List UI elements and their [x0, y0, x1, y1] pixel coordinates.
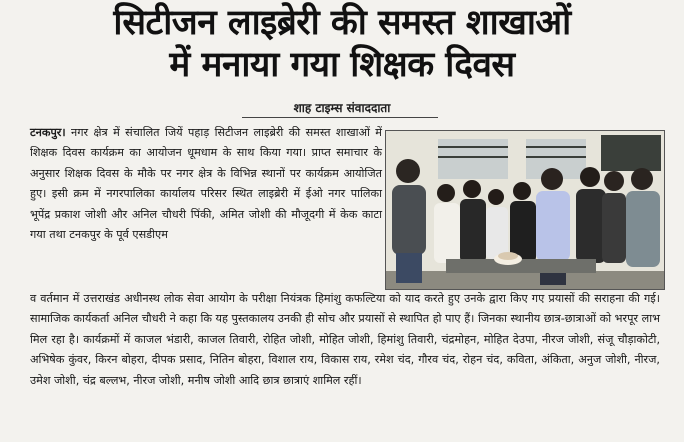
news-photo: [385, 130, 665, 290]
headline: [0, 2, 684, 86]
byline: शाह टाइम्स संवाददाता: [293, 101, 391, 115]
headline-line-2: में मनाया गया शिक्षक दिवस: [169, 45, 515, 85]
body-text-top: नगर क्षेत्र में संचालित जियें पहाड़ सिटीजन लाइब्रेरी की समस्त शाखाओं में शिक्षक दिवस कार्यक्रम का आयोजन धूमधाम के साथ किया गया। प्राप्त समाचार के अनुसार शिक्षक दिवस के मौके पर नगर क्षेत्र के विभिन्न स्थानों पर कार्यक्रम आयोजित हुए। इसी क्रम में नगरपालिका कार्यालय परिसर स्थित लाइब्रेरी में ईओ नगर पालिका भूपेंद्र प्रकाश जोशी और अनिल चौधरी पिंकी, अमित जोशी की मौजूदगी में केक काटा गया तथा टनकपुर के पूर्व एसडीएम: [30, 126, 382, 242]
article-body-top: [30, 123, 382, 245]
article-body-bottom: व वर्तमान में उत्तराखंड अधीनस्थ लोक सेवा आयोग के परीक्षा नियंत्रक हिमांशु कफल्टिया को याद करते हुए उनके द्वारा किए गए प्रयासों की सराहना की गई। सामाजिक कार्यकर्ता अनिल चौधरी ने कहा कि यह पुस्तकालय उनकी ही सोच और प्रयासों से स्थापित हो पाए हैं। जिनका स्थानीय छात्र-छात्राओं को भरपूर लाभ मिल रहा है। कार्यक्रमों में काजल भंडारी, काजल तिवारी, रोहित जोशी, मोहित जोशी, हिमांशु तिवारी, चंद्रमोहन, मोहित देउपा, नीरज जोशी, संजू चौड़ाकोटी, अभिषेक कुंवर, किरन बोहरा, दीपक प्रसाद, नितिन बोहरा, विशाल राय, विकास राय, रमेश चंद, गौरव चंद, रोहन चंद, कविता, अंकिता, अनुज जोशी, नीरज, उमेश जोशी, चंद्र बल्लभ, नीरज जोशी, मनीष जोशी आदि छात्र छात्राएं शामिल रहीं।: [30, 292, 660, 387]
byline-rule: [242, 117, 438, 118]
photo-group-cake-cutting: [386, 131, 664, 289]
dateline: टनकपुर।: [30, 126, 66, 139]
headline-line-1: सिटीजन लाइब्रेरी की समस्त शाखाओं: [113, 3, 571, 43]
